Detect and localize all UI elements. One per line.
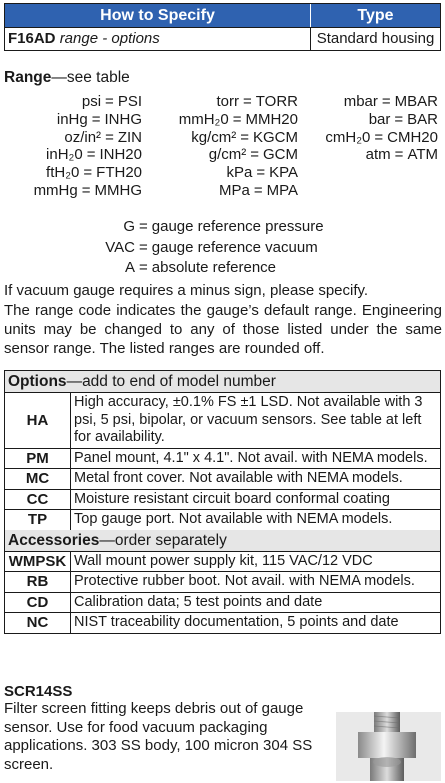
- equals-sign: =: [83, 164, 93, 182]
- option-description: Wall mount power supply kit, 115 VAC/12 VDC: [74, 552, 373, 569]
- range-unit: MPa: [218, 181, 250, 199]
- reference-list: [4, 217, 441, 279]
- range-cell: [298, 146, 438, 164]
- option-code: WMPSK: [5, 552, 71, 572]
- range-unit: atm: [365, 146, 391, 164]
- range-unit: g/cm²: [208, 146, 247, 164]
- option-description: Panel mount, 4.1" x 4.1". Not avail. with NEMA models.: [74, 449, 428, 466]
- range-code: TORR: [255, 93, 298, 110]
- range-code: GCM: [263, 146, 298, 164]
- range-cell: [4, 146, 142, 164]
- spec-table-header: [5, 4, 440, 27]
- equals-sign: =: [139, 218, 148, 235]
- equals-sign: =: [91, 110, 101, 128]
- range-code: MBAR: [394, 93, 438, 110]
- range-unit: cmH₂0: [325, 128, 371, 146]
- option-code: CC: [5, 490, 71, 510]
- reference-description: gauge reference vacuum: [151, 238, 318, 256]
- range-unit: psi: [81, 93, 102, 110]
- option-code: MC: [5, 469, 71, 489]
- spec-model-code: F16AD: [8, 30, 56, 47]
- option-code: CD: [5, 593, 71, 613]
- reference-description: absolute reference: [151, 259, 277, 276]
- spec-header-type: Type: [357, 7, 394, 24]
- range-row: [4, 182, 441, 200]
- equals-sign: =: [139, 259, 148, 276]
- equals-sign: =: [240, 128, 249, 146]
- equals-sign: =: [232, 110, 242, 128]
- reference-description: gauge reference pressure: [151, 218, 324, 235]
- range-unit: ftH₂0: [46, 164, 80, 182]
- option-row: [5, 510, 440, 530]
- option-description: High accuracy, ±0.1% FS ±1 LSD. Not available with 3 psi, 5 psi, bipolar, or vacuum sensors. See table at left for availability.: [74, 394, 423, 445]
- equals-sign: =: [394, 146, 404, 164]
- range-row: [4, 146, 441, 164]
- reference-item: [4, 238, 441, 259]
- equals-sign: =: [243, 93, 252, 110]
- reference-key: A: [124, 259, 135, 276]
- option-row: [5, 552, 440, 573]
- range-code: INH20: [99, 146, 142, 164]
- equals-sign: =: [256, 164, 266, 182]
- range-cell: [142, 164, 298, 182]
- option-row: [5, 572, 440, 593]
- filter-fitting-image: [336, 712, 441, 781]
- scr14ss-title: SCR14SS: [4, 683, 73, 700]
- range-unit: oz/in²: [64, 128, 102, 146]
- range-code-grid: [4, 93, 441, 200]
- options-title: Options: [8, 373, 67, 390]
- range-code: INHG: [104, 110, 142, 128]
- range-row: [4, 111, 441, 129]
- range-cell: [298, 129, 438, 147]
- range-code: KPA: [269, 164, 298, 182]
- range-code: PSI: [117, 93, 142, 110]
- reference-item: [4, 217, 441, 238]
- range-code: ATM: [407, 146, 438, 164]
- equals-sign: =: [374, 128, 384, 146]
- option-description: NIST traceability documentation, 5 points and date: [74, 614, 399, 630]
- option-description: Calibration data; 5 test points and date: [74, 593, 323, 610]
- equals-sign: =: [381, 93, 391, 110]
- range-cell: [298, 182, 438, 200]
- range-code: MMHG: [94, 181, 142, 199]
- scr14ss-description: Filter screen fitting keeps debris out of gauge sensor. Use for food vacuum packaging applications. 303 SS body, 100 micron 304 SS screen.: [4, 700, 313, 773]
- spec-type-cell: Standard housing: [316, 30, 435, 47]
- how-to-specify-table: [4, 3, 441, 51]
- range-unit: inHg: [56, 110, 88, 128]
- range-cell: [298, 164, 438, 182]
- option-row: [5, 469, 440, 490]
- reference-item: [4, 258, 441, 279]
- range-unit: mmHg: [33, 181, 78, 199]
- spec-header-how-to-specify: How to Specify: [5, 4, 311, 27]
- range-cell: [4, 93, 142, 111]
- range-unit: torr: [216, 93, 239, 110]
- range-unit: mbar: [343, 93, 378, 110]
- filter-fitting-photo: [336, 712, 441, 781]
- range-code: CMH20: [387, 128, 438, 146]
- range-code: FTH20: [96, 164, 142, 182]
- options-subtitle: —add to end of model number: [66, 373, 276, 390]
- spec-table-row: [5, 27, 440, 50]
- range-unit: kPa: [226, 164, 253, 182]
- equals-sign: =: [253, 181, 263, 199]
- equals-sign: =: [105, 128, 114, 146]
- range-cell: [298, 111, 438, 129]
- equals-sign: =: [81, 181, 91, 199]
- range-heading: [4, 69, 130, 87]
- range-row: [4, 93, 441, 111]
- range-code: BAR: [407, 110, 438, 128]
- range-unit: mmH₂0: [178, 110, 229, 128]
- range-code: MMH20: [245, 110, 298, 128]
- range-cell: [142, 129, 298, 147]
- reference-key: G: [123, 218, 135, 235]
- range-cell: [142, 146, 298, 164]
- range-subtitle: —see table: [51, 69, 130, 86]
- range-unit: inH₂0: [46, 146, 83, 164]
- option-code: RB: [5, 572, 71, 592]
- option-description: Protective rubber boot. Not avail. with NEMA models.: [74, 573, 415, 589]
- range-row: [4, 129, 441, 147]
- option-row: [5, 449, 440, 470]
- option-code: TP: [5, 510, 71, 530]
- option-description: Top gauge port. Not available with NEMA models.: [74, 511, 393, 527]
- equals-sign: =: [394, 110, 404, 128]
- equals-sign: =: [139, 238, 148, 256]
- range-cell: [4, 129, 142, 147]
- range-cell: [142, 111, 298, 129]
- range-row: [4, 164, 441, 182]
- option-description: Moisture resistant circuit board conformal coating: [74, 490, 390, 507]
- range-unit: kg/cm²: [191, 128, 237, 146]
- equals-sign: =: [105, 93, 114, 110]
- range-code: MPA: [266, 181, 298, 199]
- options-accessories-table: [4, 370, 441, 634]
- range-cell: [142, 182, 298, 200]
- range-cell: [4, 111, 142, 129]
- accessories-title: Accessories: [8, 531, 100, 549]
- range-cell: [298, 93, 438, 111]
- spec-model-cell: [5, 28, 311, 50]
- range-title: Range: [4, 69, 52, 86]
- vacuum-note: If vacuum gauge requires a minus sign, please specify.: [4, 282, 369, 299]
- option-code: HA: [5, 393, 71, 448]
- range-cell: [4, 164, 142, 182]
- range-code: KGCM: [253, 128, 298, 146]
- equals-sign: =: [250, 146, 259, 164]
- equals-sign: =: [86, 146, 96, 164]
- options-rows: [5, 393, 440, 530]
- spec-model-params: range - options: [59, 30, 160, 47]
- option-code: NC: [5, 613, 71, 633]
- range-code-note: The range code indicates the gauge’s default range. Engineering units may be changed to any of those listed under the same sensor range. The listed ranges are rounded off.: [4, 302, 442, 357]
- option-code: PM: [5, 449, 71, 469]
- reference-key: VAC: [105, 238, 135, 256]
- option-row: [5, 393, 440, 449]
- range-cell: [4, 182, 142, 200]
- option-row: [5, 593, 440, 614]
- options-header: [5, 371, 440, 393]
- option-description: Metal front cover. Not available with NEMA models.: [74, 470, 403, 486]
- option-row: [5, 613, 440, 633]
- accessories-rows: [5, 552, 440, 633]
- option-row: [5, 490, 440, 511]
- range-code: ZIN: [117, 128, 142, 146]
- range-unit: bar: [368, 110, 391, 128]
- accessories-header: [5, 530, 440, 552]
- range-cell: [142, 93, 298, 111]
- accessories-subtitle: —order separately: [99, 531, 227, 549]
